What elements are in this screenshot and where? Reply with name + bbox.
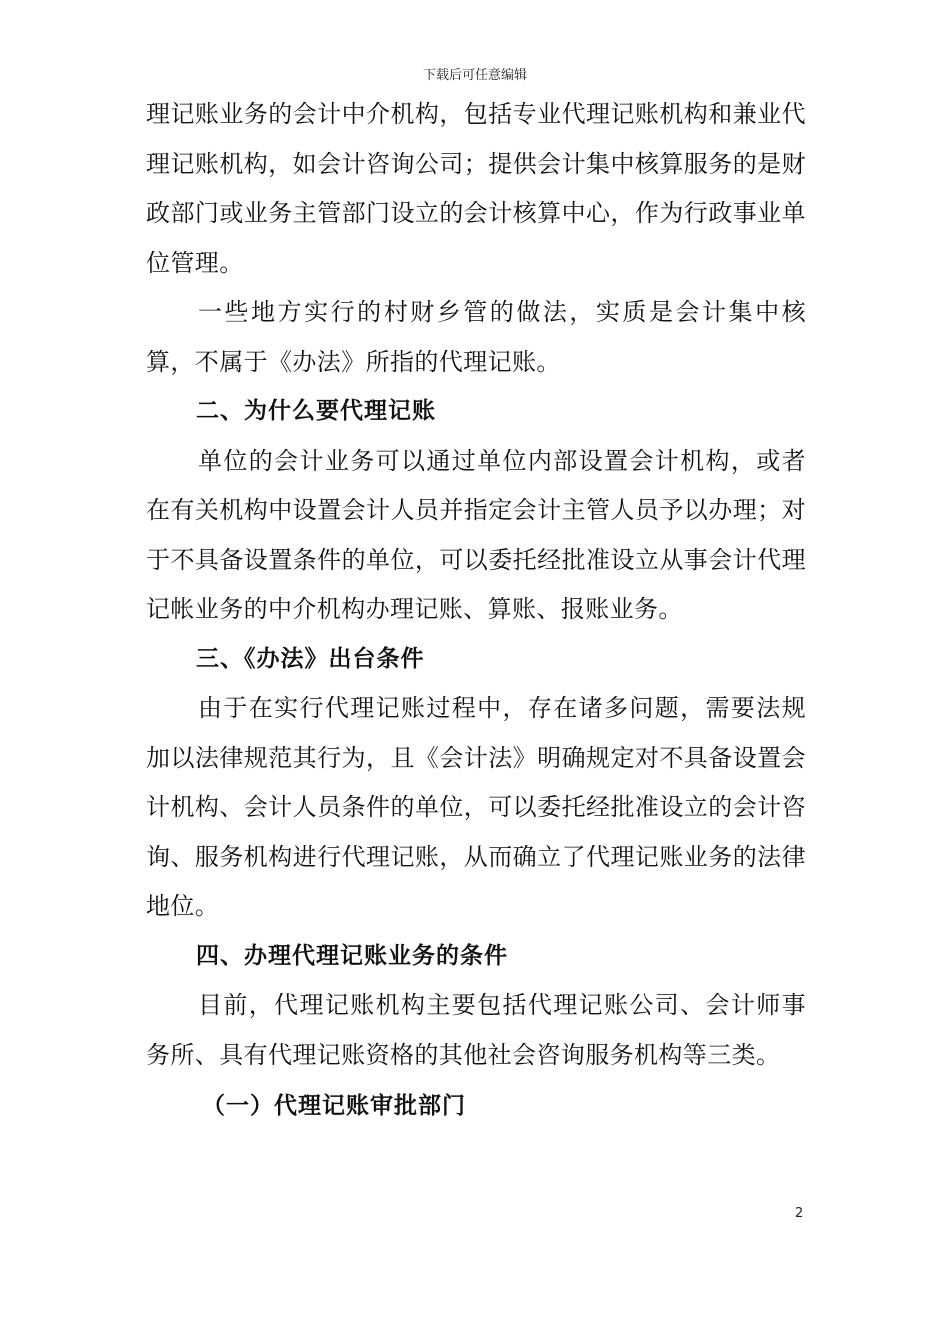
section-heading-business-conditions: 四、办理代理记账业务的条件 [196,942,508,969]
header-note: 下载后可任意编辑 [422,68,527,83]
section-heading-conditions-issued: 三、《办法》出台条件 [196,645,425,672]
document-body [146,90,806,1132]
page-number: 2 [795,1206,804,1221]
paragraph-business-conditions: 目前，代理记账机构主要包括代理记账公司、会计师事务所、具有代理记账资格的其他社会咨询服务机构等三类。 [146,991,806,1069]
paragraph-village-accounting: 一些地方实行的村财乡管的做法，实质是会计集中核算，不属于《办法》所指的代理记账。 [146,298,806,376]
subsection-heading-approval: （一）代理记账审批部门 [202,1093,466,1119]
paragraph-continuation: 理记账业务的会计中介机构，包括专业代理记账机构和兼业代理记账机构，如会计咨询公司；提供会计集中核算服务的是财政部门或业务主管部门设立的会计核算中心，作为行政事业单位管理。 [146,100,806,277]
section-heading-why: 二、为什么要代理记账 [196,398,436,424]
paragraph-why: 单位的会计业务可以通过单位内部设置会计机构，或者在有关机构中设置会计人员并指定会计主管人员予以办理；对于不具备设置条件的单位，可以委托经批准设立从事会计代理记帐业务的中介机构办理记账、算账、报账业务。 [146,446,806,623]
paragraph-conditions-issued: 由于在实行代理记账过程中，存在诸多问题，需要法规加以法律规范其行为，且《会计法》明确规定对不具备设置会计机构、会计人员条件的单位，可以委托经批准设立的会计咨询、服务机构进行代理记账，从而确立了代理记账业务的法律地位。 [146,694,806,920]
